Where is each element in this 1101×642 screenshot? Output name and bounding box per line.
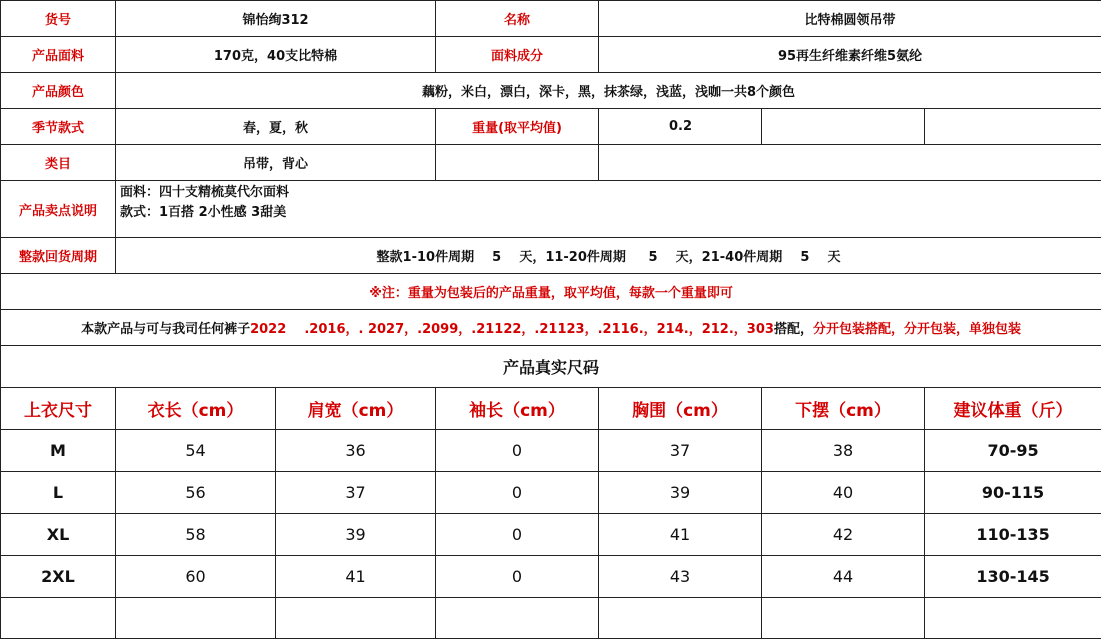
empty-cell [436, 598, 599, 639]
colors-value: 藕粉，米白，漂白，深卡，黑，抹茶绿，浅蓝，浅咖一共8个颜色 [116, 73, 1101, 109]
empty-cell [276, 598, 436, 639]
row-item-no [1, 1, 1101, 37]
empty-cell [599, 598, 762, 639]
row-season [1, 109, 1101, 145]
size-sleeve: 0 [436, 430, 599, 472]
size-name: 2XL [1, 556, 116, 598]
header-sleeve: 袖长（cm） [436, 388, 599, 430]
season-label: 季节款式 [1, 109, 116, 145]
size-table-header [1, 388, 1101, 430]
size-chest: 37 [599, 430, 762, 472]
empty-cell [762, 109, 925, 145]
season-value: 春，夏，秋 [116, 109, 436, 145]
size-weight: 110-135 [925, 514, 1101, 556]
selling-value [116, 181, 1101, 238]
selling-label: 产品卖点说明 [1, 181, 116, 238]
matching-suffix: 分开包装搭配，分开包装，单独包装 [812, 322, 1021, 337]
size-hem: 44 [762, 556, 925, 598]
table-row-empty [1, 598, 1101, 639]
row-note [1, 274, 1101, 310]
matching-text [1, 310, 1101, 346]
size-chest: 39 [599, 472, 762, 514]
table-row [1, 556, 1101, 598]
size-name: M [1, 430, 116, 472]
empty-cell [925, 109, 1101, 145]
selling-line-style: 款式：1百搭 2小性感 3甜美 [120, 205, 287, 220]
weight-label: 重量(取平均值) [436, 109, 599, 145]
name-label: 名称 [436, 1, 599, 37]
header-hem: 下摆（cm） [762, 388, 925, 430]
size-shoulder: 41 [276, 556, 436, 598]
matching-mid: 搭配， [773, 322, 813, 337]
table-row [1, 472, 1101, 514]
empty-cell [925, 598, 1101, 639]
matching-codes: 2022 .2016，. 2027，.2099，.21122，.21123，.2116.，214.，212.，303 [250, 322, 774, 337]
empty-cell [1, 598, 116, 639]
size-chest: 43 [599, 556, 762, 598]
fabric-label: 产品面料 [1, 37, 116, 73]
empty-cell [599, 145, 1101, 181]
size-length: 56 [116, 472, 276, 514]
composition-label: 面料成分 [436, 37, 599, 73]
weight-value: 0.2 [599, 109, 762, 145]
fabric-value: 170克，40支比特棉 [116, 37, 436, 73]
matching-prefix: 本款产品与可与我司任何裤子 [81, 322, 251, 337]
size-hem: 42 [762, 514, 925, 556]
size-length: 54 [116, 430, 276, 472]
size-sleeve: 0 [436, 556, 599, 598]
header-shoulder: 肩宽（cm） [276, 388, 436, 430]
header-size: 上衣尺寸 [1, 388, 116, 430]
table-row [1, 430, 1101, 472]
item-no-label: 货号 [1, 1, 116, 37]
header-chest: 胸围（cm） [599, 388, 762, 430]
row-category [1, 145, 1101, 181]
row-selling-points [1, 181, 1101, 238]
size-weight: 130-145 [925, 556, 1101, 598]
size-table-title: 产品真实尺码 [1, 346, 1101, 388]
colors-label: 产品颜色 [1, 73, 116, 109]
size-length: 60 [116, 556, 276, 598]
header-weight: 建议体重（斤） [925, 388, 1101, 430]
composition-value: 95再生纤维素纤维5氨纶 [599, 37, 1101, 73]
empty-cell [762, 598, 925, 639]
size-shoulder: 39 [276, 514, 436, 556]
restock-label: 整款回货周期 [1, 238, 116, 274]
size-shoulder: 37 [276, 472, 436, 514]
size-length: 58 [116, 514, 276, 556]
table-row [1, 514, 1101, 556]
size-chest: 41 [599, 514, 762, 556]
row-matching [1, 310, 1101, 346]
size-weight: 70-95 [925, 430, 1101, 472]
selling-line-fabric: 面料：四十支精梳莫代尔面料 [120, 185, 290, 200]
empty-cell [436, 145, 599, 181]
name-value: 比特棉圆领吊带 [599, 1, 1101, 37]
size-name: L [1, 472, 116, 514]
row-size-title [1, 346, 1101, 388]
header-length: 衣长（cm） [116, 388, 276, 430]
category-label: 类目 [1, 145, 116, 181]
size-shoulder: 36 [276, 430, 436, 472]
row-fabric [1, 37, 1101, 73]
restock-value: 整款1-10件周期 5 天，11-20件周期 5 天，21-40件周期 5 天 [116, 238, 1101, 274]
row-colors [1, 73, 1101, 109]
size-sleeve: 0 [436, 514, 599, 556]
size-sleeve: 0 [436, 472, 599, 514]
item-no-value: 锦怡绚312 [116, 1, 436, 37]
empty-cell [116, 598, 276, 639]
size-hem: 38 [762, 430, 925, 472]
category-value: 吊带，背心 [116, 145, 436, 181]
size-hem: 40 [762, 472, 925, 514]
size-name: XL [1, 514, 116, 556]
row-restock [1, 238, 1101, 274]
size-weight: 90-115 [925, 472, 1101, 514]
note-text: ※注：重量为包装后的产品重量，取平均值，每款一个重量即可 [1, 274, 1101, 310]
